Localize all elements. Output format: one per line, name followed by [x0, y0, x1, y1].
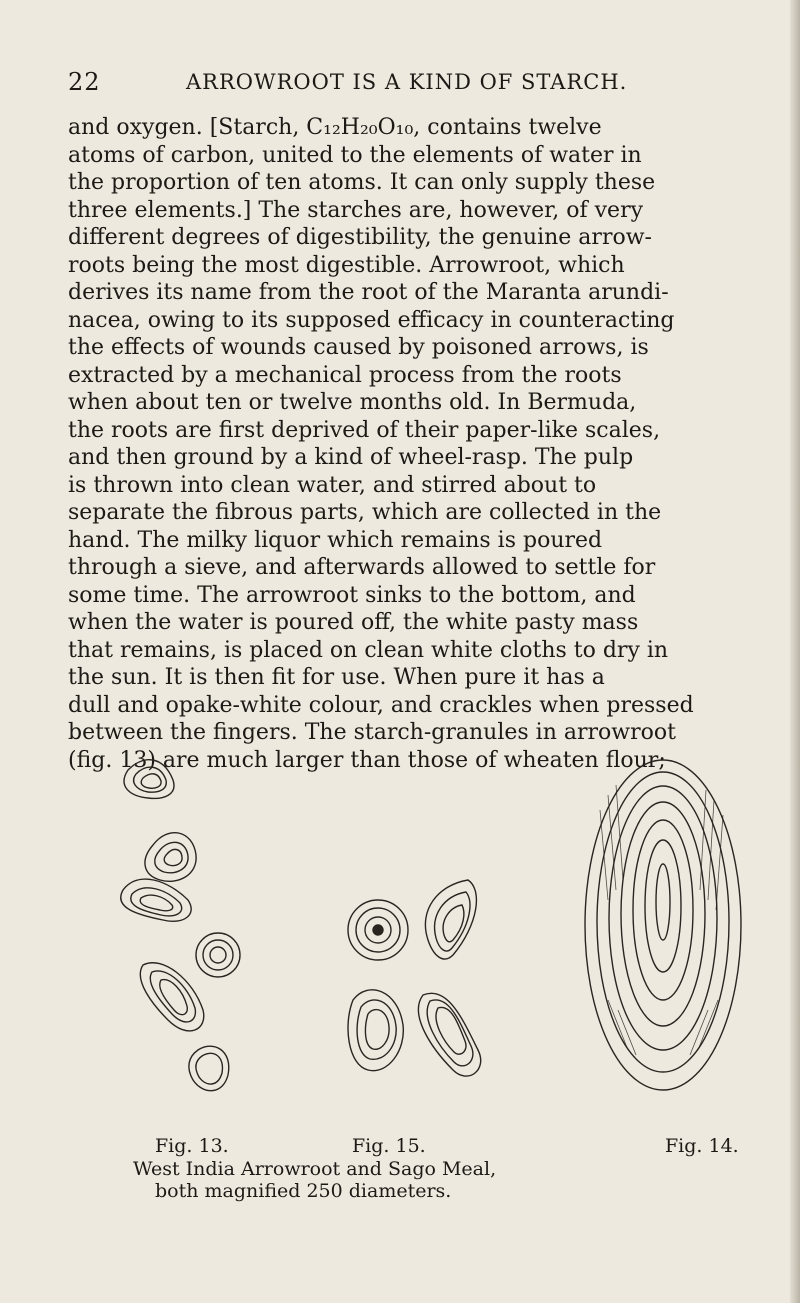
text-line: and oxygen. [Starch, C₁₂H₂₀O₁₀, contains twelve: [68, 115, 602, 140]
fig13-granule: [189, 1046, 229, 1091]
text-line: the proportion of ten atoms. It can only supply these: [68, 170, 656, 195]
fig13-label: Fig. 13.: [155, 1135, 229, 1157]
figure-caption-line: West India Arrowroot and Sago Meal,: [133, 1158, 497, 1180]
fig13-granule: [145, 833, 196, 882]
fig13-granule: [196, 933, 240, 977]
fig13-granule: [124, 760, 174, 799]
text-line: derives its name from the root of the Maranta arundi-: [68, 280, 669, 305]
text-line: when the water is poured off, the white pasty mass: [68, 610, 639, 635]
text-line: extracted by a mechanical process from the roots: [68, 362, 622, 388]
text-line: the effects of wounds caused by poisoned arrows, is: [68, 335, 649, 360]
text-line: different degrees of digestibility, the genuine arrow-: [68, 225, 652, 250]
page-header: [68, 68, 708, 98]
fig13-granule: [121, 879, 191, 921]
page-number: 22: [68, 68, 101, 96]
fig14-granule: [585, 760, 741, 1090]
fig13-granule: [140, 963, 203, 1031]
text-line: (fig. 13) are much larger than those of wheaten flour;: [68, 747, 666, 773]
text-line: through a sieve, and afterwards allowed to settle for: [68, 555, 656, 580]
body-text: [68, 114, 756, 774]
text-line: roots being the most digestible. Arrowroot, which: [68, 252, 625, 278]
text-line: some time. The arrowroot sinks to the bottom, and: [68, 582, 636, 608]
text-line: and then ground by a kind of wheel-rasp. The pulp: [68, 445, 634, 470]
text-line: separate the fibrous parts, which are collected in the: [68, 500, 662, 525]
starch-granules-illustration: [68, 750, 768, 1170]
text-line: is thrown into clean water, and stirred about to: [68, 472, 597, 498]
running-head: ARROWROOT IS A KIND OF STARCH.: [186, 70, 628, 94]
fig15-granule: [348, 990, 403, 1071]
text-line: hand. The milky liquor which remains is poured: [68, 527, 603, 553]
text-line: atoms of carbon, united to the elements of water in: [68, 142, 642, 168]
fig15-granule: [418, 993, 480, 1076]
text-line: when about ten or twelve months old. In Bermuda,: [68, 390, 637, 415]
figure-caption-line: both magnified 250 diameters.: [155, 1180, 452, 1202]
fig15-label: Fig. 15.: [352, 1135, 426, 1157]
figures-plate: [68, 750, 768, 1170]
fig15-granule: [348, 900, 408, 960]
text-line: three elements.] The starches are, however, of very: [68, 197, 644, 223]
text-line: nacea, owing to its supposed efficacy in counteracting: [68, 307, 675, 333]
text-line: dull and opake-white colour, and crackles when pressed: [68, 692, 694, 718]
text-line: that remains, is placed on clean white cloths to dry in: [68, 637, 669, 663]
text-line: between the fingers. The starch-granules in arrowroot: [68, 720, 676, 745]
fig15-granule: [425, 880, 476, 959]
text-line: the sun. It is then fit for use. When pure it has a: [68, 665, 605, 690]
fig14-label: Fig. 14.: [665, 1135, 739, 1157]
text-line: the roots are first deprived of their paper-like scales,: [68, 417, 661, 443]
page-edge: [790, 0, 800, 1303]
